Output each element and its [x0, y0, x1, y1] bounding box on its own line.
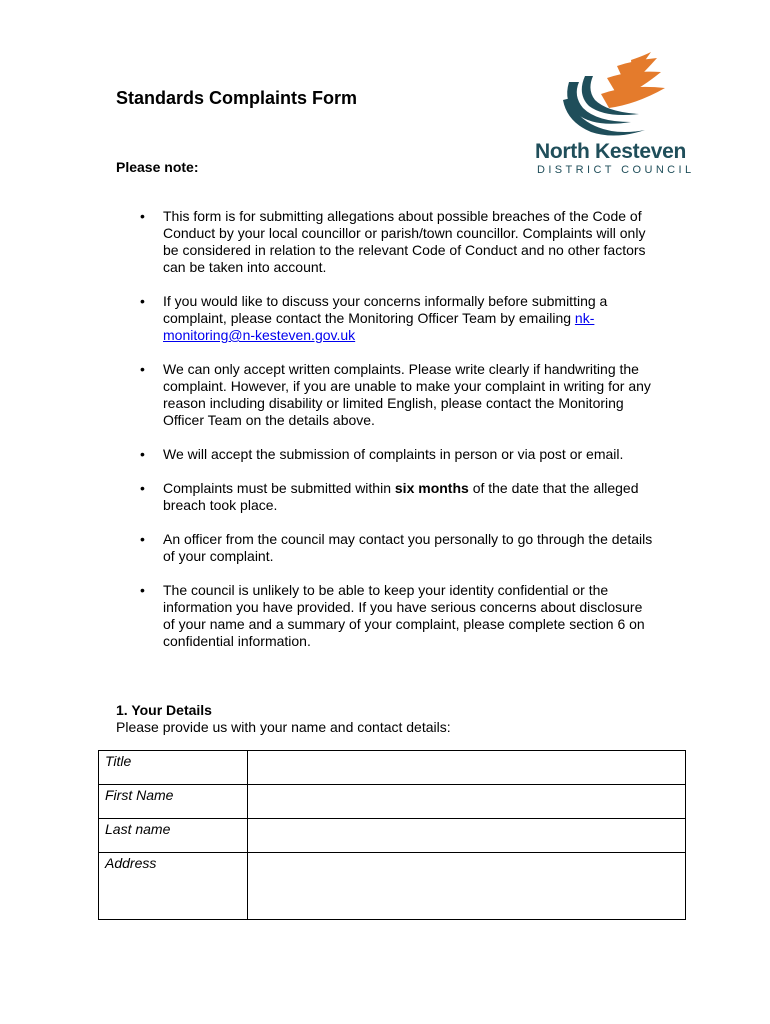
list-item	[116, 582, 656, 650]
note-text: An officer from the council may contact you personally to go through the details of your complaint.	[163, 531, 653, 564]
notes-list	[116, 208, 656, 667]
details-table	[98, 750, 686, 920]
monitoring-email-link[interactable]: nk-monitoring@n-kesteven.gov.uk	[163, 310, 595, 343]
bullet-icon: •	[140, 582, 145, 598]
deadline-emphasis: six months	[394, 480, 469, 496]
note-text: of the date that the alleged breach took place.	[163, 480, 639, 513]
note-text: We can only accept written complaints. Please write clearly if handwriting the complaint. However, if you are unable to make your complaint in writing for any reason including disability or limited English, please contact the Monitoring Officer Team on the details above.	[163, 361, 651, 428]
bullet-icon: •	[140, 361, 145, 377]
title-cell	[248, 751, 686, 785]
section-intro: Please provide us with your name and contact details:	[116, 719, 451, 735]
logo-swirl-icon	[561, 52, 671, 138]
bullet-icon: •	[140, 208, 145, 224]
last-name-input[interactable]	[248, 819, 685, 839]
field-label-address: Address	[99, 853, 248, 920]
bullet-icon: •	[140, 531, 145, 547]
logo-name: North Kesteven	[535, 140, 687, 163]
bullet-icon: •	[140, 293, 145, 309]
title-input[interactable]	[248, 751, 685, 771]
list-item	[116, 208, 656, 276]
list-item	[116, 531, 656, 565]
note-heading: Please note:	[116, 159, 199, 175]
field-label-last-name: Last name	[99, 819, 248, 853]
address-input[interactable]	[248, 853, 685, 919]
form-title: Standards Complaints Form	[116, 88, 358, 108]
table-row	[99, 751, 686, 785]
field-label-title: Title	[99, 751, 248, 785]
note-text: This form is for submitting allegations about possible breaches of the Code of Conduct by your local councillor or parish/town councillor. Complaints will only be considered in relation to the relevant Code of Conduct and no other factors can be taken into account.	[163, 208, 646, 275]
list-item	[116, 446, 656, 463]
table-row	[99, 785, 686, 819]
council-logo	[535, 52, 695, 182]
list-item	[116, 293, 656, 344]
list-item	[116, 480, 656, 514]
note-text: If you would like to discuss your concerns informally before submitting a complaint, please contact the Monitoring Officer Team by emailing	[163, 293, 608, 326]
list-item	[116, 361, 656, 429]
table-row	[99, 853, 686, 920]
last-name-cell	[248, 819, 686, 853]
first-name-input[interactable]	[248, 785, 685, 805]
table-row	[99, 819, 686, 853]
note-text: We will accept the submission of complaints in person or via post or email.	[163, 446, 624, 462]
first-name-cell	[248, 785, 686, 819]
note-text: Complaints must be submitted within	[163, 480, 391, 496]
logo-subtitle: DISTRICT COUNCIL	[537, 164, 695, 176]
field-label-first-name: First Name	[99, 785, 248, 819]
address-cell	[248, 853, 686, 920]
bullet-icon: •	[140, 480, 145, 496]
note-text: The council is unlikely to be able to keep your identity confidential or the information you have provided. If you have serious concerns about disclosure of your name and a summary of your complaint, please complete section 6 on confidential information.	[163, 582, 645, 649]
bullet-icon: •	[140, 446, 145, 462]
section-heading: 1. Your Details	[116, 702, 212, 718]
